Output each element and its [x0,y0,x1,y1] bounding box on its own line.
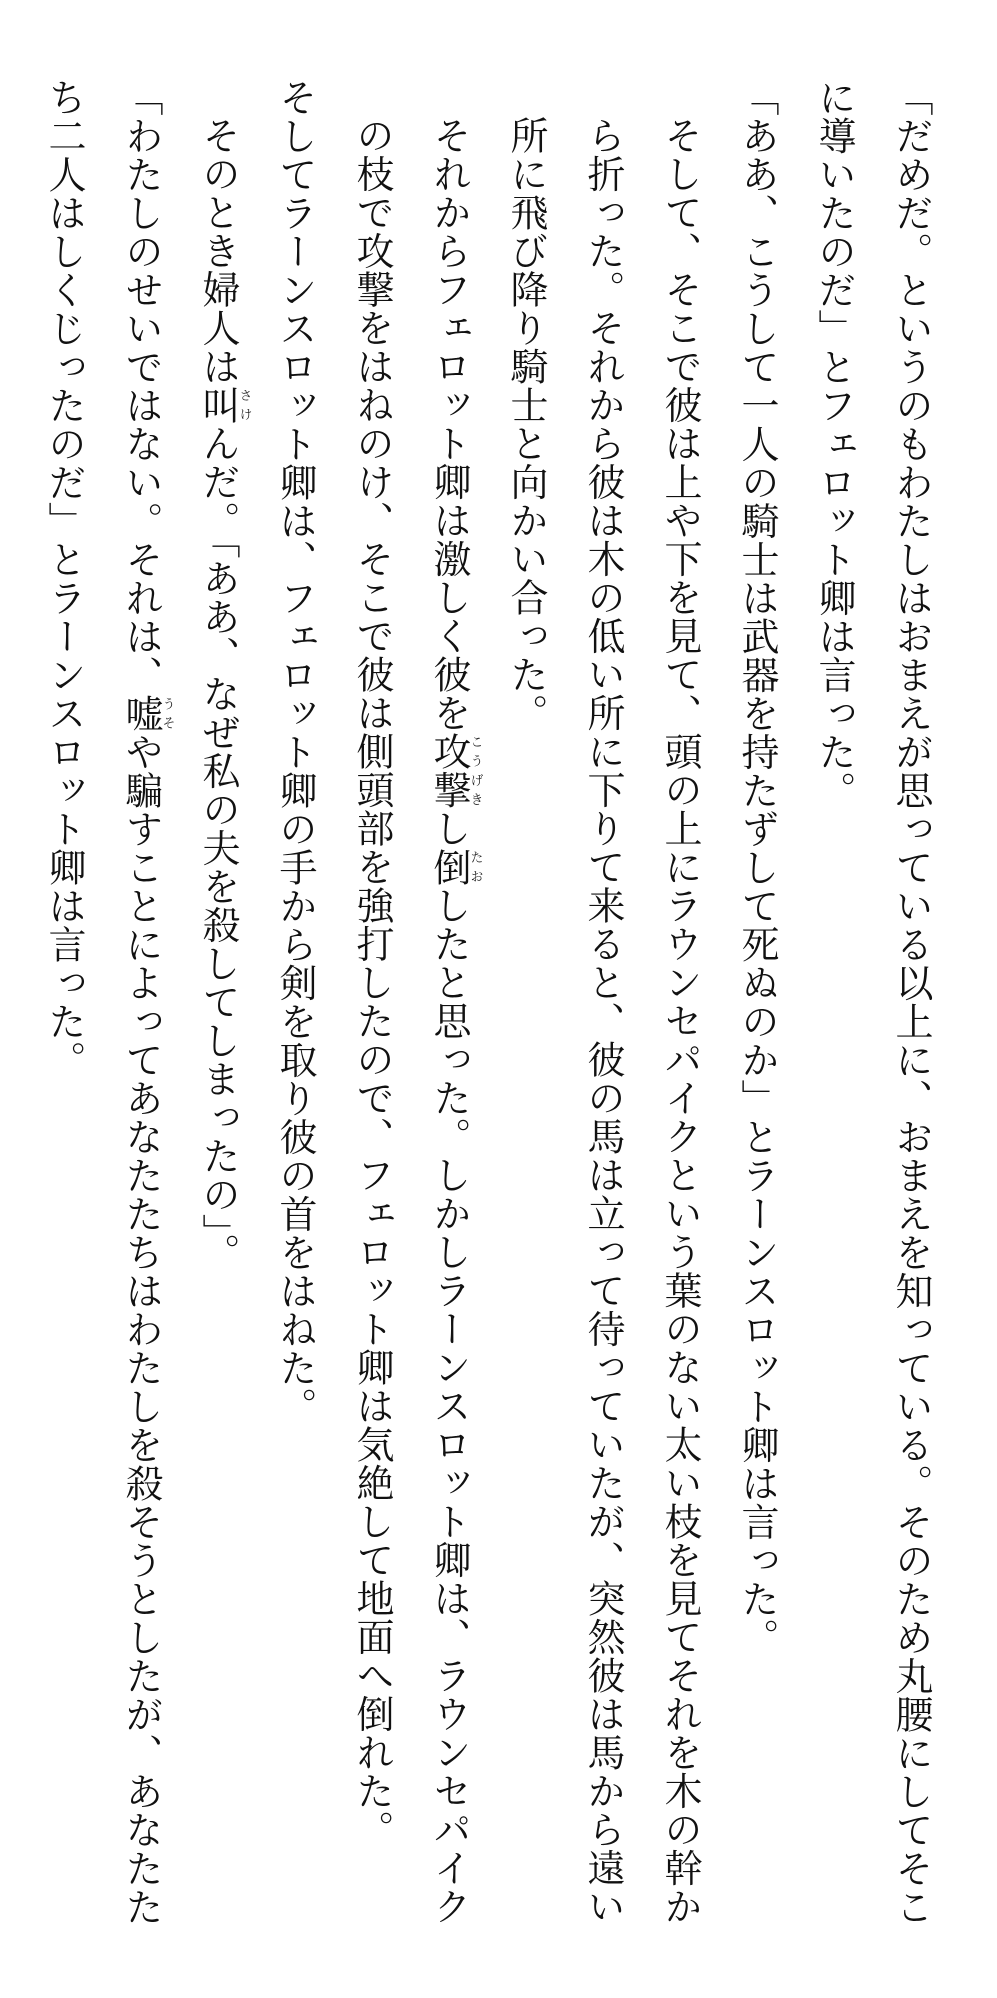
ruby-sake [196,385,252,425]
paragraph-2 [718,78,795,1958]
ruby-sake-reading: さけ [236,385,252,424]
ruby-tao [427,847,483,887]
paragraph-1 [795,78,949,1958]
paragraph-4-text-pre: それからフェロット卿は激しく彼を [427,116,471,732]
ruby-uso [119,694,175,733]
vertical-text-body [25,78,949,1958]
paragraph-3 [487,78,718,1958]
paragraph-6-text-pre: そのとき婦人は [196,116,240,386]
paragraph-2-text: 「ああ、こうして一人の騎士は武器を持たずして死ぬのか」とラーンスロット卿は言った。 [735,78,779,1657]
paragraph-4-text-mid: し [427,809,471,848]
ruby-uso-reading: うそ [159,694,175,733]
paragraph-7-text-post: や騙すことによってあなたたちはわたしを殺そうとしたが、あなたたち二人はしくじったのだ」とラーンスロット卿は言った。 [42,78,163,1926]
ruby-kougeki [427,732,483,809]
ruby-uso-base: 嘘 [119,694,163,733]
paragraph-5 [256,78,333,1958]
paragraph-5-text: そしてラーンスロット卿は、フェロット卿の手から剣を取り彼の首をはねた。 [273,78,317,1426]
paragraph-6-text-post: んだ。「ああ、なぜ私の夫を殺してしまったの」。 [196,424,240,1272]
paragraph-1-text: 「だめだ。というのもわたしはおまえが思っている以上に、おまえを知っている。そのため丸腰にしてそこに導いたのだ」とフェロット卿は言った。 [812,78,933,1926]
ruby-tao-reading: たお [467,847,483,886]
paragraph-3-text: そして、そこで彼は上や下を見て、頭の上にラウンセパイクという葉のない太い枝を見てそれを木の幹から折った。それから彼は木の低い所に下りて来ると、彼の馬は立って待っていたが、突然彼は馬から遠い所に飛び降り騎士と向かい合った。 [504,116,702,1926]
paragraph-7-text-pre: 「わたしのせいではない。それは、 [119,78,163,694]
paragraph-6 [179,78,256,1958]
ruby-kougeki-base: 攻撃 [427,732,471,809]
ruby-tao-base: 倒 [427,847,471,886]
paragraph-4 [333,78,487,1958]
ruby-kougeki-reading: こうげき [467,732,483,809]
paragraph-4-text-post: したと思った。しかしラーンスロット卿は、ラウンセパイクの枝で攻撃をはねのけ、そこで彼は側頭部を強打したので、フェロット卿は気絶して地面へ倒れた。 [350,116,471,1926]
paragraph-7 [25,78,179,1958]
ruby-sake-base: 叫 [196,385,240,424]
